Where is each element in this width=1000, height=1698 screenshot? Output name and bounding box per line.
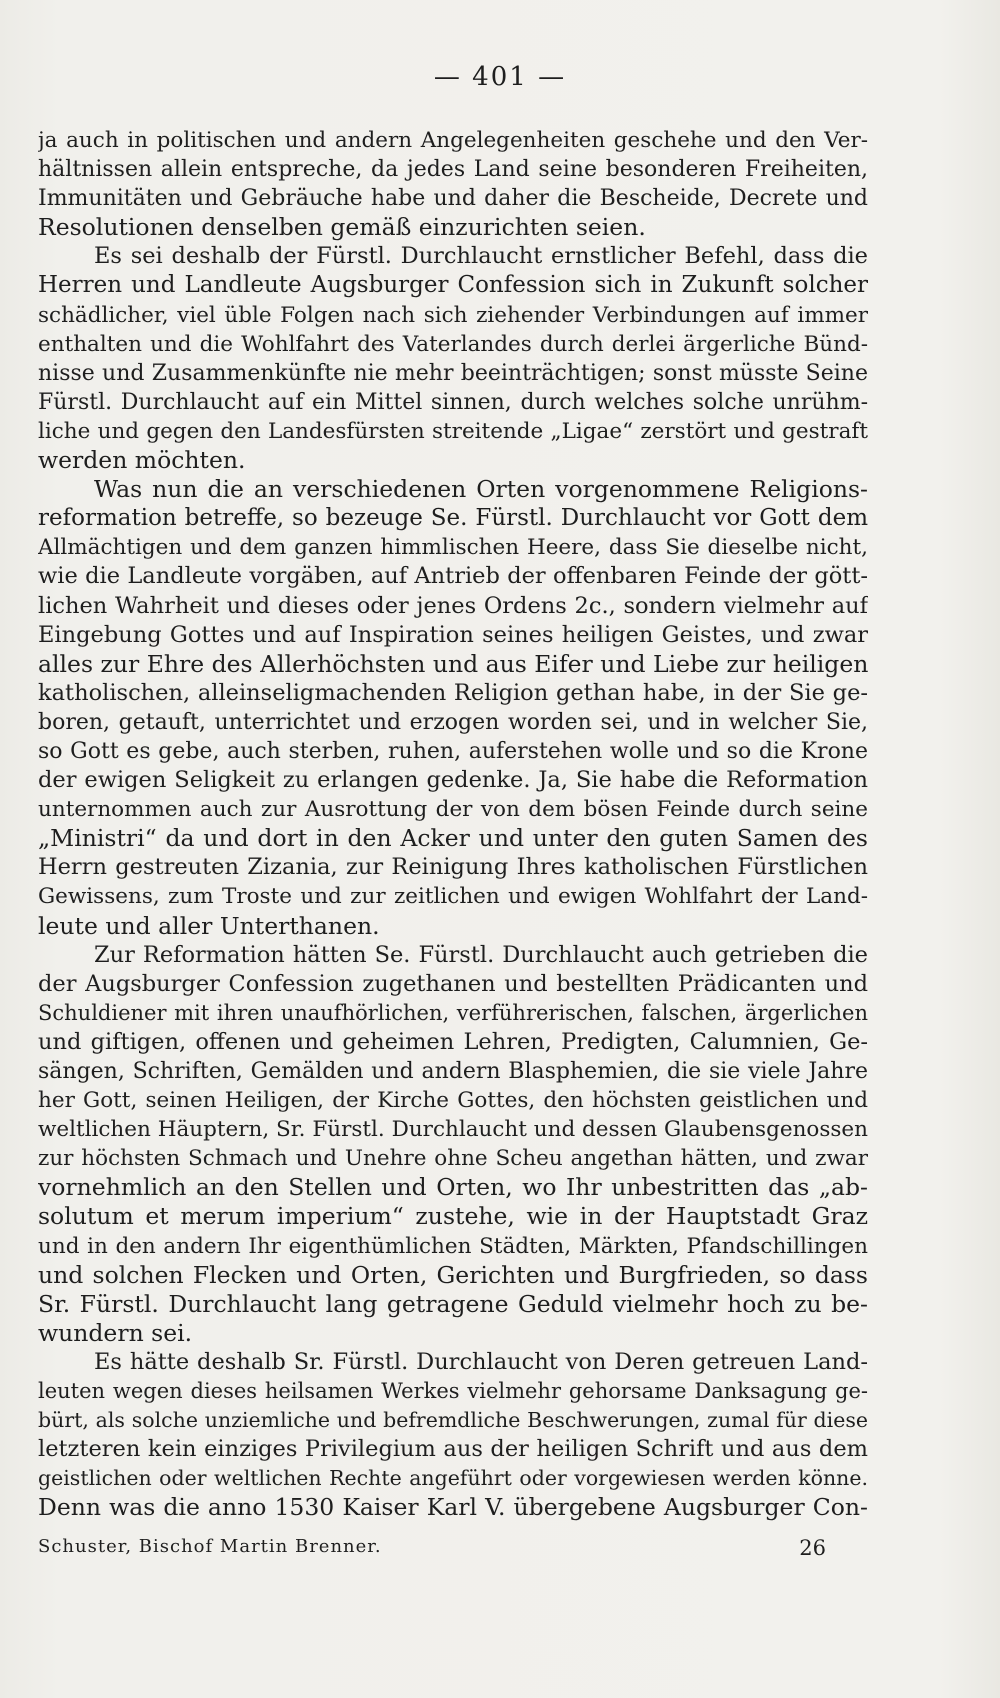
- text-line: Allmächtigen und dem ganzen himmlischen Heere, dass Sie dieselbe nicht,: [38, 535, 868, 561]
- text-line: Eingebung Gottes und auf Inspiration seines heiligen Geistes, und zwar: [38, 621, 868, 648]
- text-line: sängen, Schriften, Gemälden und andern Blasphemien, die sie viele Jahre: [38, 1059, 868, 1084]
- text-line: vornehmlich an den Stellen und Orten, wo Ihr unbestritten das „ab-: [38, 1173, 868, 1202]
- text-line: zur höchsten Schmach und Unehre ohne Scheu angethan hätten, und zwar: [38, 1146, 868, 1172]
- text-line: so Gott es gebe, auch sterben, ruhen, auferstehen wolle und so die Krone: [38, 738, 868, 764]
- footer-signature-number: 26: [799, 1536, 826, 1560]
- text-line: der Augsburger Confession zugethanen und bestellten Prädicanten und: [38, 970, 868, 997]
- text-line: solutum et merum imperium“ zustehe, wie in der Hauptstadt Graz: [38, 1202, 868, 1231]
- text-line: lichen Wahrheit und dieses oder jenes Ordens 2c., sondern vielmehr auf: [38, 592, 868, 619]
- text-line: Herren und Landleute Augsburger Confession sich in Zukunft solcher: [38, 272, 868, 299]
- text-line: „Ministri“ da und dort in den Acker und unter den guten Samen des: [38, 824, 868, 853]
- text-line: Es sei deshalb der Fürstl. Durchlaucht ernstlicher Befehl, dass die: [94, 243, 868, 270]
- page-number: — 401 —: [433, 62, 567, 92]
- text-line: schädlicher, viel üble Folgen nach sich ziehender Verbindungen auf immer: [38, 302, 868, 328]
- text-line: wundern sei.: [38, 1318, 193, 1347]
- text-line: Gewissens, zum Troste und zur zeitlichen und ewigen Wohlfahrt der Land-: [38, 884, 868, 910]
- text-line: wie die Landleute vorgäben, auf Antrieb der offenbaren Feinde der gött-: [38, 563, 868, 590]
- text-line: unternommen auch zur Ausrottung der von dem bösen Feinde durch seine: [38, 797, 868, 823]
- page-footer: [38, 1536, 868, 1564]
- text-line: und solchen Flecken und Orten, Gerichten und Burgfrieden, so dass: [38, 1260, 868, 1289]
- text-line: und in den andern Ihr eigenthümlichen Städten, Märkten, Pfandschillingen: [38, 1233, 868, 1259]
- text-line: Was nun die an verschiedenen Orten vorgenommene Religions-: [94, 475, 868, 504]
- text-line: weltlichen Häuptern, Sr. Fürstl. Durchlaucht und dessen Glaubensgenossen: [38, 1117, 868, 1143]
- text-line: Sr. Fürstl. Durchlaucht lang getragene Geduld vielmehr hoch zu be-: [38, 1289, 868, 1318]
- footer-author-title: Schuster, Bischof Martin Brenner.: [38, 1536, 382, 1557]
- text-line: Resolutionen denselben gemäß einzurichten seien.: [38, 213, 646, 242]
- text-line: Herrn gestreuten Zizania, zur Reinigung Ihres katholischen Fürstlichen: [38, 854, 868, 881]
- text-line: leute und aller Unterthanen.: [38, 911, 380, 940]
- text-line: nisse und Zusammenkünfte nie mehr beeinträchtigen; sonst müsste Seine: [38, 360, 868, 386]
- text-line: boren, getauft, unterrichtet und erzogen worden sei, und in welcher Sie,: [38, 709, 868, 735]
- text-line: der ewigen Seligkeit zu erlangen gedenke. Ja, Sie habe die Reformation: [38, 767, 868, 794]
- text-line: hältnissen allein entspreche, da jedes Land seine besonderen Freiheiten,: [38, 157, 868, 183]
- text-line: bürt, als solche unziemliche und befremdliche Beschwerungen, zumal für diese: [38, 1408, 868, 1433]
- text-line: alles zur Ehre des Allerhöchsten und aus Eifer und Liebe zur heiligen: [38, 649, 868, 678]
- text-line: geistlichen oder weltlichen Rechte angeführt oder vorgewiesen werden könne.: [38, 1466, 868, 1491]
- text-line: reformation betreffe, so bezeuge Se. Fürstl. Durchlaucht vor Gott dem: [38, 505, 868, 532]
- text-line: Fürstl. Durchlaucht auf ein Mittel sinnen, durch welches solche unrühm-: [38, 389, 868, 415]
- text-line: und giftigen, offenen und geheimen Lehren, Predigten, Calumnien, Ge-: [38, 1028, 868, 1055]
- text-line: Es hätte deshalb Sr. Fürstl. Durchlaucht von Deren getreuen Land-: [94, 1348, 868, 1375]
- body-text: [38, 126, 868, 1523]
- text-line: werden möchten.: [38, 446, 246, 475]
- text-line: Denn was die anno 1530 Kaiser Karl V. übergebene Augsburger Con-: [38, 1493, 868, 1522]
- text-line: leuten wegen dieses heilsamen Werkes vielmehr gehorsame Danksagung ge-: [38, 1379, 868, 1404]
- text-line: Immunitäten und Gebräuche habe und daher die Bescheide, Decrete und: [38, 186, 868, 212]
- text-line: ja auch in politischen und andern Angelegenheiten geschehe und den Ver-: [38, 128, 868, 153]
- text-line: liche und gegen den Landesfürsten streitende „Ligae“ zerstört und gestraft: [38, 418, 868, 444]
- text-line: her Gott, seinen Heiligen, der Kirche Gottes, den höchsten geistlichen und: [38, 1088, 868, 1114]
- text-line: katholischen, alleinseligmachenden Religion gethan habe, in der Sie ge-: [38, 679, 868, 706]
- text-line: enthalten und die Wohlfahrt des Vaterlandes durch derlei ärgerliche Bünd-: [38, 331, 868, 357]
- text-line: Zur Reformation hätten Se. Fürstl. Durchlaucht auch getrieben die: [94, 941, 868, 968]
- text-line: letzteren kein einziges Privilegium aus der heiligen Schrift und aus dem: [38, 1436, 868, 1463]
- text-line: Schuldiener mit ihren unaufhörlichen, verführerischen, falschen, ärgerlichen: [38, 1000, 868, 1025]
